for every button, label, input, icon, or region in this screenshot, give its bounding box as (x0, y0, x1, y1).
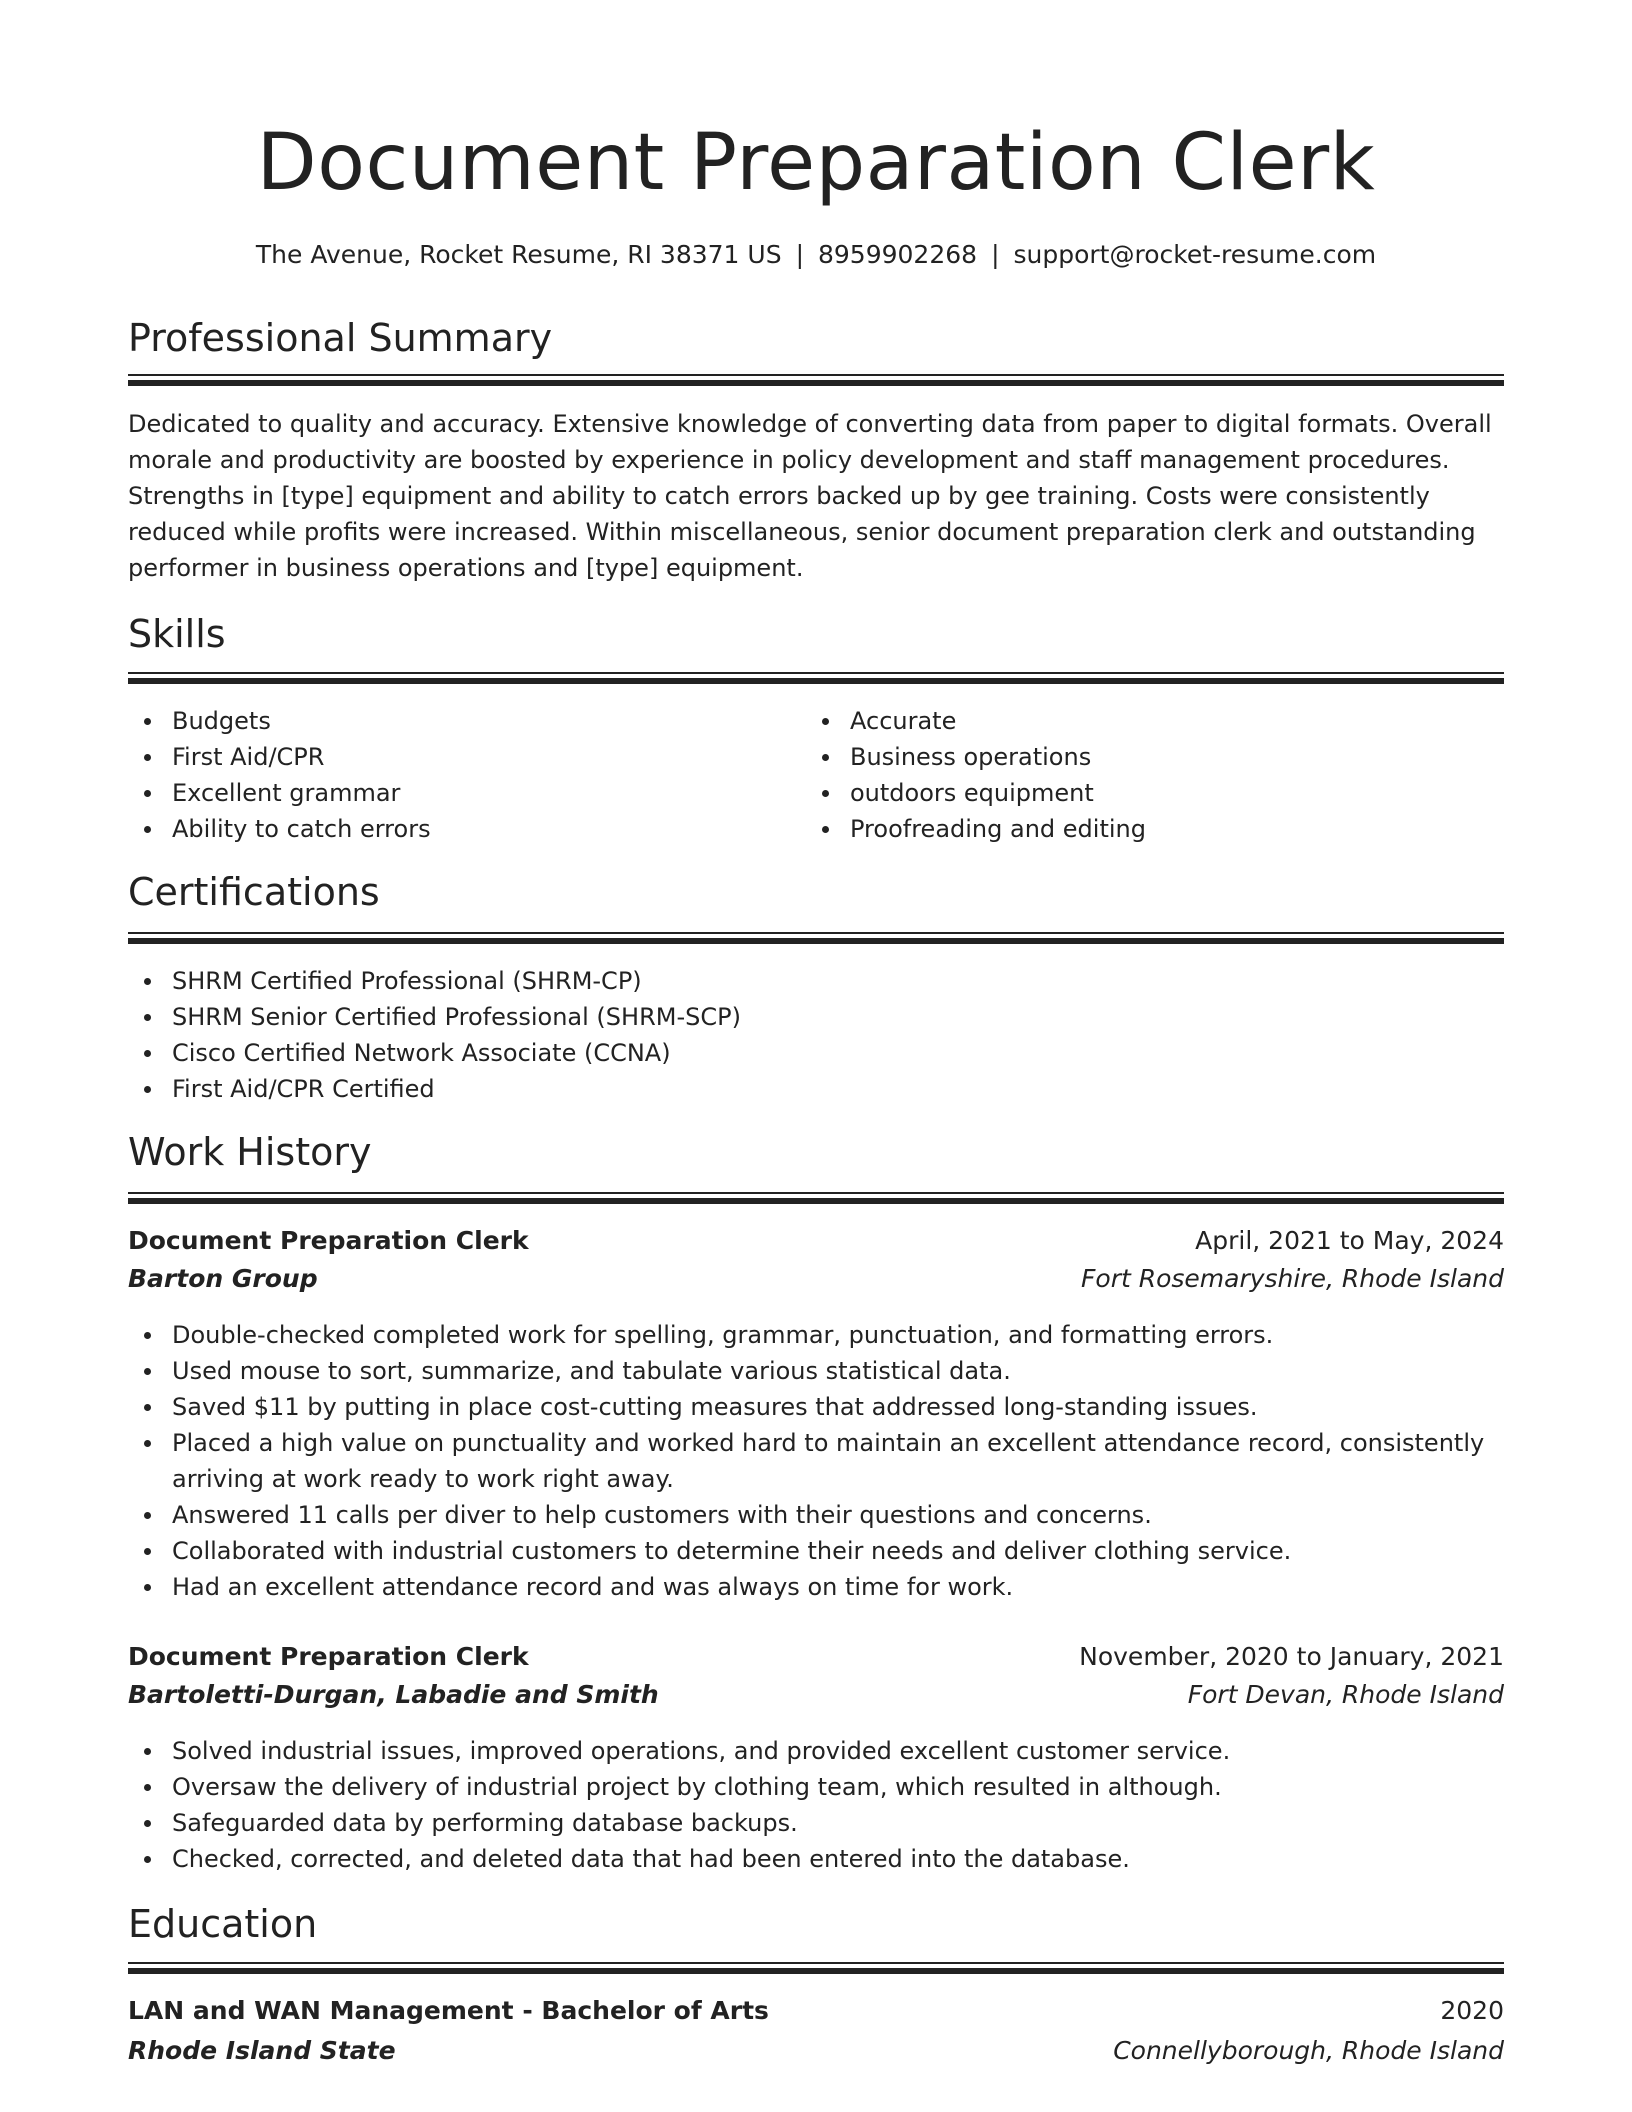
education-location: Connellyborough, Rhode Island (1113, 2036, 1504, 2065)
job-bullets (128, 1733, 1504, 1877)
skill-item: Business operations (806, 739, 1466, 775)
skills-heading: Skills (128, 612, 226, 656)
job-bullet: Saved $11 by putting in place cost-cutting measures that addressed long-standing issues. (128, 1389, 1504, 1425)
education-section-header (128, 1902, 1504, 1946)
section-rule (128, 678, 1504, 684)
contact-line (0, 240, 1632, 269)
education-subheader (128, 2036, 1504, 2065)
job-title: Document Preparation Clerk (128, 1226, 529, 1255)
job-location: Fort Rosemaryshire, Rhode Island (1081, 1264, 1504, 1293)
job-bullet: Safeguarded data by performing database backups. (128, 1805, 1504, 1841)
job-bullet: Oversaw the delivery of industrial project by clothing team, which resulted in although. (128, 1769, 1504, 1805)
skills-section-header (128, 612, 1504, 656)
certifications-section-header (128, 870, 1504, 914)
job-dates: November, 2020 to January, 2021 (1079, 1642, 1504, 1671)
education-school: Rhode Island State (128, 2036, 396, 2065)
section-rule (128, 1198, 1504, 1204)
contact-separator: | (991, 240, 1000, 269)
education-degree: LAN and WAN Management - Bachelor of Arts (128, 1996, 769, 2025)
section-rule (128, 1192, 1504, 1194)
summary-section-header (128, 316, 1504, 360)
job-bullet: Placed a high value on punctuality and worked hard to maintain an excellent attendance record, consistently arriving at work ready to work right away. (128, 1425, 1504, 1497)
job-header (128, 1642, 1504, 1671)
skill-item: Accurate (806, 703, 1466, 739)
certification-item: SHRM Senior Certified Professional (SHRM-SCP) (128, 999, 1504, 1035)
skill-item: Proofreading and editing (806, 811, 1466, 847)
job-location: Fort Devan, Rhode Island (1187, 1680, 1504, 1709)
contact-separator: | (795, 240, 804, 269)
contact-address: The Avenue, Rocket Resume, RI 38371 US (255, 240, 782, 269)
work-heading: Work History (128, 1130, 372, 1174)
summary-text: Dedicated to quality and accuracy. Extensive knowledge of converting data from paper to digital formats. Overall morale and productivity are boosted by experience in policy development and staff management procedures. Strengths in [type] equipment and ability to catch errors backed up by gee training. Costs were consistently reduced while profits were increased. Within miscellaneous, senior document preparation clerk and outstanding performer in business operations and [type] equipment. (128, 410, 1492, 582)
job-title: Document Preparation Clerk (128, 1642, 529, 1671)
certification-item: SHRM Certified Professional (SHRM-CP) (128, 963, 1504, 999)
job-dates: April, 2021 to May, 2024 (1195, 1226, 1504, 1255)
job-bullet: Collaborated with industrial customers to determine their needs and deliver clothing service. (128, 1533, 1504, 1569)
section-rule (128, 1968, 1504, 1974)
job-bullet: Had an excellent attendance record and was always on time for work. (128, 1569, 1504, 1605)
education-year: 2020 (1440, 1996, 1504, 2025)
job-bullets (128, 1317, 1504, 1605)
skill-item: outdoors equipment (806, 775, 1466, 811)
contact-email[interactable]: support@rocket-resume.com (1013, 240, 1377, 269)
skill-item: Ability to catch errors (128, 811, 788, 847)
job-company: Bartoletti-Durgan, Labadie and Smith (128, 1680, 659, 1709)
skill-item: Excellent grammar (128, 775, 788, 811)
section-rule (128, 672, 1504, 674)
summary-heading: Professional Summary (128, 316, 553, 360)
certifications-heading: Certifications (128, 870, 380, 914)
contact-phone: 8959902268 (818, 240, 978, 269)
skills-list-right (806, 703, 1466, 847)
skill-item: Budgets (128, 703, 788, 739)
job-bullet: Solved industrial issues, improved operations, and provided excellent customer service. (128, 1733, 1504, 1769)
job-bullet: Double-checked completed work for spelling, grammar, punctuation, and formatting errors. (128, 1317, 1504, 1353)
education-header (128, 1996, 1504, 2025)
skill-item: First Aid/CPR (128, 739, 788, 775)
job-bullet: Used mouse to sort, summarize, and tabulate various statistical data. (128, 1353, 1504, 1389)
job-subheader (128, 1680, 1504, 1709)
section-rule (128, 932, 1504, 934)
section-rule (128, 938, 1504, 944)
certifications-list (128, 963, 1504, 1107)
certification-item: First Aid/CPR Certified (128, 1071, 1504, 1107)
job-bullet: Checked, corrected, and deleted data that had been entered into the database. (128, 1841, 1504, 1877)
job-subheader (128, 1264, 1504, 1293)
skills-list-left (128, 703, 788, 847)
section-rule (128, 1962, 1504, 1964)
work-section-header (128, 1130, 1504, 1174)
section-rule (128, 380, 1504, 386)
section-rule (128, 374, 1504, 376)
education-heading: Education (128, 1902, 318, 1946)
job-header (128, 1226, 1504, 1255)
job-company: Barton Group (128, 1264, 318, 1293)
certification-item: Cisco Certified Network Associate (CCNA) (128, 1035, 1504, 1071)
page-title: Document Preparation Clerk (256, 118, 1376, 208)
job-bullet: Answered 11 calls per diver to help customers with their questions and concerns. (128, 1497, 1504, 1533)
